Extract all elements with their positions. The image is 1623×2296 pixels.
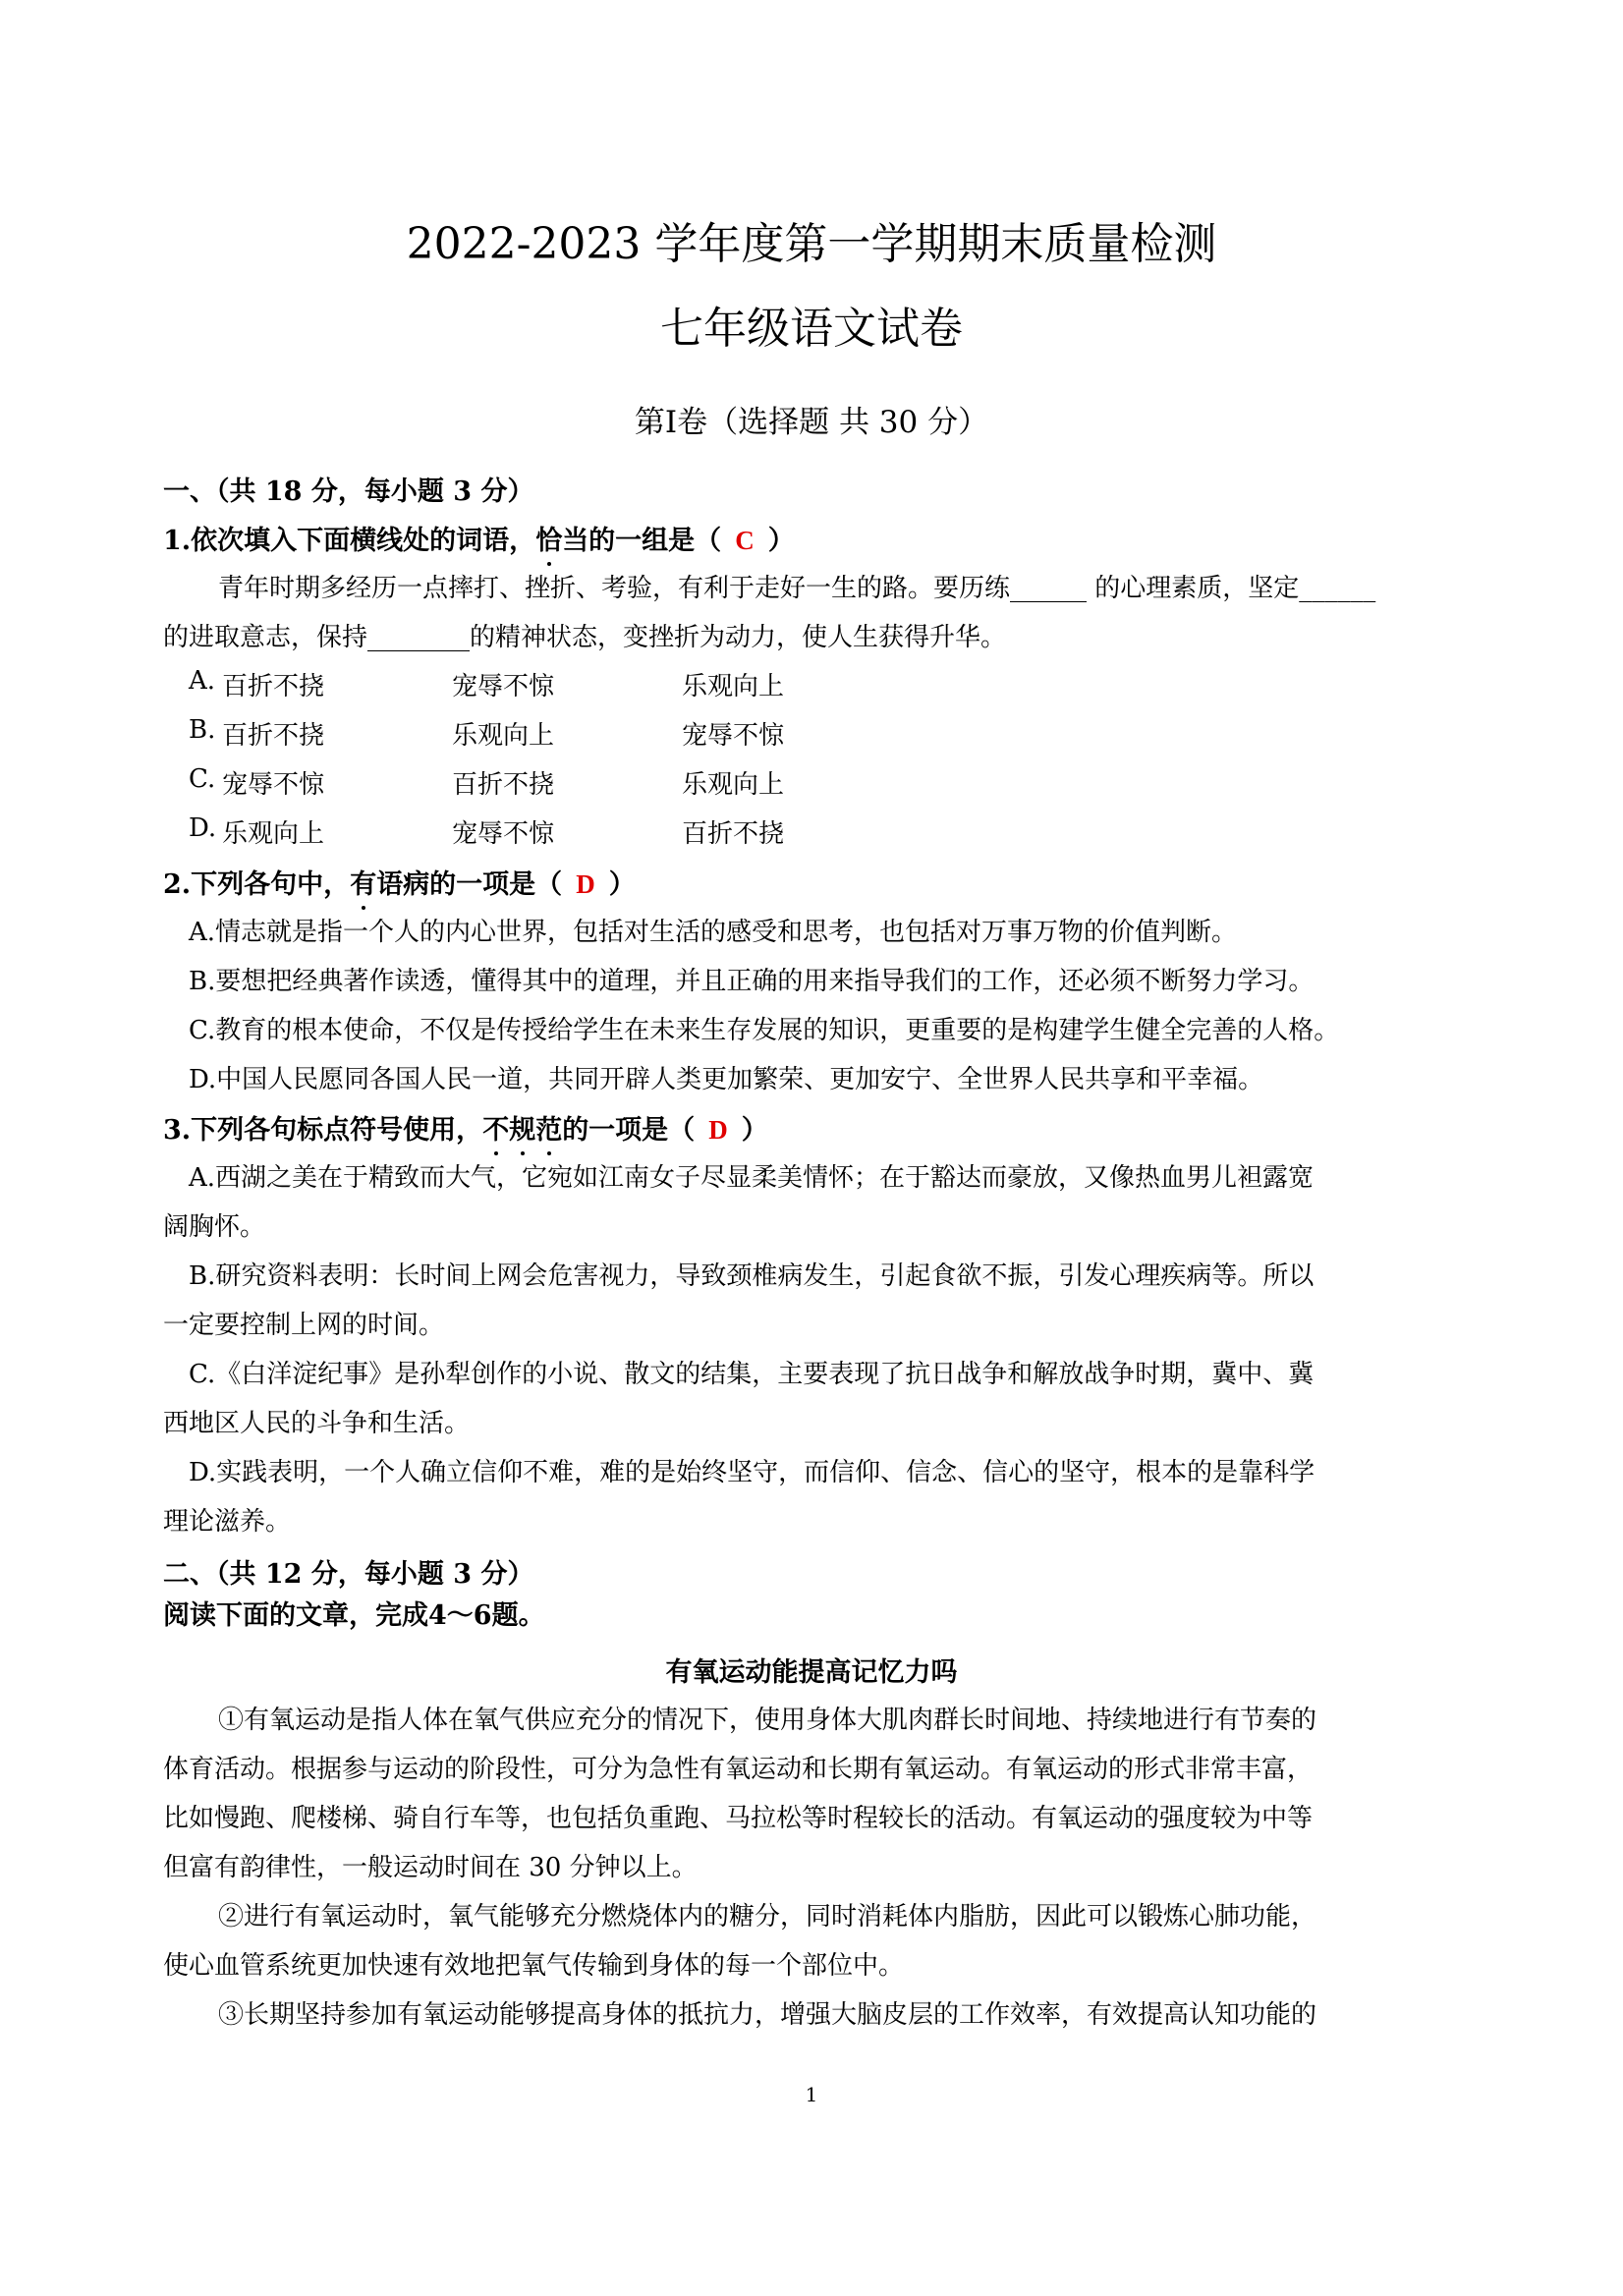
question-1-passage-line-2: 的进取意志，保持________的精神状态，变挫折为动力，使人生获得升华。 [163, 623, 1007, 652]
article-p2-line-1: ②进行有氧运动时，氧气能够充分燃烧体内的糖分，同时消耗体内脂肪，因此可以锻炼心肺功能， [218, 1902, 1317, 1932]
option-word-3: 乐观向上 [682, 672, 785, 701]
option-word-2: 乐观向上 [452, 721, 555, 751]
article-p3-line-1: ③长期坚持参加有氧运动能够提高身体的抵抗力，增强大脑皮层的工作效率，有效提高认知功能的 [218, 2000, 1317, 2030]
question-1-passage-line-1: 青年时期多经历一点摔打、挫折、考验，有利于走好一生的路。要历练______ 的心理素质，坚定______ [218, 574, 1376, 603]
option-word-3: 百折不挠 [682, 819, 785, 849]
page-number: 1 [805, 2083, 818, 2106]
question-3-option-b-line-2: 一定要控制上网的时间。 [163, 1311, 445, 1340]
option-letter: A. [189, 666, 216, 696]
question-1-stem [163, 519, 795, 557]
question-3-option-d-line-2: 理论滋养。 [163, 1507, 292, 1537]
option-word-3: 宠辱不惊 [682, 721, 785, 751]
question-3-option-a-line-1: A.西湖之美在于精致而大气，它宛如江南女子尽显柔美情怀；在于豁达而豪放，又像热血男儿袒露宽 [189, 1163, 1315, 1193]
question-2-option-a: A.情志就是指一个人的内心世界，包括对生活的感受和思考，也包括对万事万物的价值判断。 [189, 918, 1238, 947]
article-p1-line-3: 比如慢跑、爬楼梯、骑自行车等，也包括负重跑、马拉松等时程较长的活动。有氧运动的强度较为中等 [163, 1804, 1314, 1833]
question-2-option-d: D.中国人民愿同各国人民一道，共同开辟人类更加繁荣、更加安宁、全世界人民共享和平幸福。 [189, 1065, 1264, 1094]
question-3-option-a-line-2: 阔胸怀。 [163, 1212, 266, 1242]
option-word-2: 宠辱不惊 [452, 672, 555, 701]
option-word-2: 百折不挠 [452, 770, 555, 800]
question-3-option-c-line-1: C.《白洋淀纪事》是孙犁创作的小说、散文的结集，主要表现了抗日战争和解放战争时期，冀中、冀 [189, 1360, 1315, 1389]
section-two-heading: 二、（共 12 分，每小题 3 分） [163, 1559, 534, 1590]
article-title: 有氧运动能提高记忆力吗 [665, 1657, 958, 1688]
question-2-stem-text: 2.下列各句中， [163, 869, 351, 900]
question-2-stem [163, 863, 636, 901]
question-2-option-c: C.教育的根本使命，不仅是传授给学生在未来生存发展的知识，更重要的是构建学生健全完善的人格。 [189, 1016, 1340, 1045]
option-word-1: 百折不挠 [222, 672, 325, 701]
option-letter: D. [189, 813, 217, 843]
option-word-2: 宠辱不惊 [452, 819, 555, 849]
question-3-close: ） [741, 1115, 768, 1146]
question-1-answer: C [735, 526, 755, 555]
question-3-option-b-line-1: B.研究资料表明：长时间上网会危害视力，导致颈椎病发生，引起食欲不振，引发心理疾病等。所以 [189, 1261, 1315, 1291]
question-1-close: ） [767, 526, 795, 556]
exam-subtitle: 七年级语文试卷 [660, 304, 963, 354]
emphasis-dot-char: 不 [482, 1108, 509, 1147]
section-one-heading: 一、（共 18 分，每小题 3 分） [163, 476, 534, 507]
question-3-stem-text: 3.下列各句标点符号使用， [163, 1115, 483, 1146]
question-2-answer: D [576, 869, 595, 899]
question-2-close: ） [608, 869, 636, 900]
question-3-stem [163, 1108, 768, 1147]
question-3-answer: D [708, 1115, 728, 1145]
emphasis-dot-char: 范 [535, 1108, 562, 1147]
question-3-stem-text-2: 的一项是（ [562, 1115, 696, 1146]
emphasis-dot-char: 有 [350, 863, 376, 901]
question-1-stem-text: 1.依次填入下面横线处的词语， [163, 526, 536, 556]
article-p1-line-1: ①有氧运动是指人体在氧气供应充分的情况下，使用身体大肌肉群长时间地、持续地进行有节奏的 [218, 1706, 1317, 1735]
emphasis-dot-char: 恰 [535, 519, 562, 557]
question-3-option-d-line-1: D.实践表明，一个人确立信仰不难，难的是始终坚守，而信仰、信念、信心的坚守，根本的是靠科学 [189, 1458, 1315, 1487]
exam-title: 2022-2023 学年度第一学期期末质量检测 [406, 219, 1217, 269]
part-heading: 第Ⅰ卷（选择题 共 30 分） [634, 405, 989, 440]
question-2-option-b: B.要想把经典著作读透，懂得其中的道理，并且正确的用来指导我们的工作，还必须不断努力学习。 [189, 967, 1315, 996]
article-p1-line-2: 体育活动。根据参与运动的阶段性，可分为急性有氧运动和长期有氧运动。有氧运动的形式非常丰富， [163, 1755, 1314, 1784]
question-3-option-c-line-2: 西地区人民的斗争和生活。 [163, 1409, 471, 1438]
option-letter: C. [189, 764, 216, 794]
option-letter: B. [189, 715, 216, 745]
option-word-1: 宠辱不惊 [222, 770, 325, 800]
question-2-stem-text-2: 语病的一项是（ [376, 869, 563, 900]
option-word-3: 乐观向上 [682, 770, 785, 800]
section-two-instruction: 阅读下面的文章，完成4～6题。 [163, 1600, 545, 1631]
article-p1-line-4: 但富有韵律性，一般运动时间在 30 分钟以上。 [163, 1853, 698, 1882]
article-p2-line-2: 使心血管系统更加快速有效地把氧气传输到身体的每一个部位中。 [163, 1951, 905, 1981]
option-word-1: 乐观向上 [222, 819, 325, 849]
option-word-1: 百折不挠 [222, 721, 325, 751]
emphasis-dot-char: 规 [509, 1108, 535, 1147]
question-1-stem-text-2: 当的一组是（ [562, 526, 722, 556]
